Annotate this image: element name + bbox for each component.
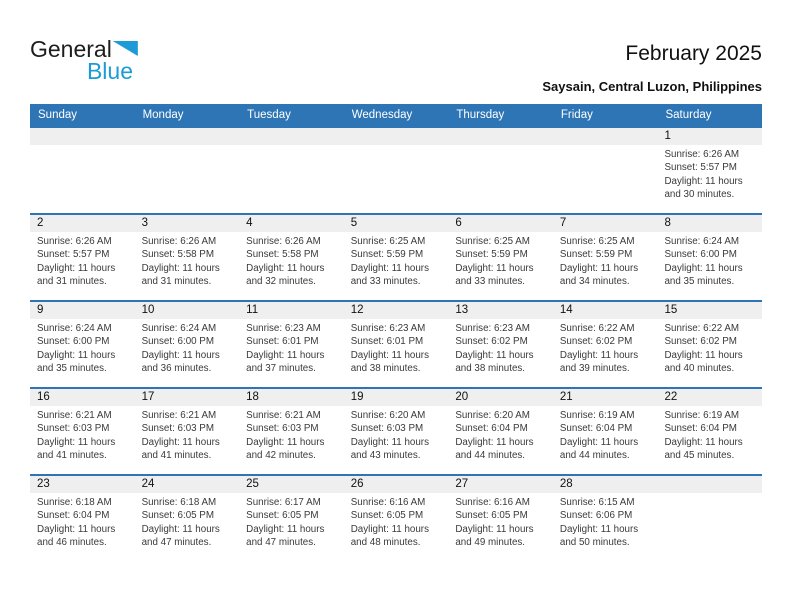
day-info [135, 406, 240, 463]
day-info-line: Daylight: 11 hours [246, 436, 325, 448]
day-info [553, 319, 658, 376]
day-number: 22 [657, 389, 762, 406]
day-cell-empty [30, 128, 135, 213]
day-info-line: and 33 minutes. [455, 276, 526, 288]
day-info-line: Sunrise: 6:18 AM [37, 497, 112, 508]
day-info-line: Sunrise: 6:16 AM [350, 497, 426, 508]
day-info-line: and 34 minutes. [559, 276, 630, 288]
day-info-line: and 35 minutes. [664, 276, 735, 288]
day-info-line: Sunrise: 6:23 AM [246, 323, 321, 334]
day-cell-19 [344, 389, 449, 474]
day-number: 6 [448, 215, 553, 232]
day-info-line: Sunset: 6:04 PM [559, 423, 633, 435]
day-info-line: Sunset: 6:03 PM [141, 423, 215, 435]
weekday-header-saturday: Saturday [665, 109, 712, 121]
calendar-weeks [30, 126, 762, 561]
day-info [239, 406, 344, 463]
day-cell-2 [30, 215, 135, 300]
day-info-line: Sunrise: 6:26 AM [141, 236, 217, 247]
day-info-line: Sunrise: 6:24 AM [141, 323, 217, 334]
week-row [30, 300, 762, 387]
day-cell-9 [30, 302, 135, 387]
day-cell-12 [344, 302, 449, 387]
day-info [448, 232, 553, 289]
day-number: 21 [553, 389, 658, 406]
day-number: 17 [135, 389, 240, 406]
day-info-line: Sunset: 5:58 PM [141, 249, 215, 261]
weekday-header-friday: Friday [560, 109, 593, 121]
day-info-line: and 41 minutes. [141, 450, 212, 462]
day-info-line: and 47 minutes. [141, 537, 212, 549]
day-info [448, 406, 553, 463]
day-number [239, 128, 344, 145]
day-info-line: Daylight: 11 hours [559, 523, 639, 535]
day-info-line: Daylight: 11 hours [455, 262, 534, 274]
day-info-line: Sunset: 6:03 PM [350, 423, 424, 435]
day-info-line: Daylight: 11 hours [455, 436, 534, 448]
day-number [135, 128, 240, 145]
day-info-line: Daylight: 11 hours [350, 523, 429, 535]
weekday-header-thursday: Thursday [456, 109, 505, 121]
day-info-line: Sunset: 5:57 PM [664, 162, 737, 174]
day-cell-17 [135, 389, 240, 474]
day-info-line: Sunrise: 6:23 AM [455, 323, 530, 334]
day-info [30, 232, 135, 289]
day-info-line: Sunrise: 6:15 AM [559, 497, 635, 508]
day-info-line: Sunset: 6:04 PM [455, 423, 528, 435]
day-info-line: Sunrise: 6:22 AM [664, 323, 740, 334]
day-info-line: Daylight: 11 hours [350, 349, 429, 361]
day-info-line: Daylight: 11 hours [141, 349, 220, 361]
day-info-line: and 40 minutes. [664, 363, 735, 375]
day-info-line: Sunrise: 6:21 AM [37, 410, 112, 421]
week-row [30, 213, 762, 300]
day-number: 9 [30, 302, 135, 319]
day-info-line: Sunset: 5:59 PM [350, 249, 424, 261]
day-info-line: and 46 minutes. [37, 537, 107, 549]
header-titles [542, 42, 762, 94]
day-info [553, 406, 658, 463]
day-number: 15 [657, 302, 762, 319]
day-cell-3 [135, 215, 240, 300]
day-info [657, 145, 762, 202]
day-info-line: Sunset: 6:03 PM [37, 423, 110, 435]
day-info-line: Sunrise: 6:25 AM [350, 236, 426, 247]
day-info-line: Daylight: 11 hours [246, 349, 325, 361]
day-info-line: Sunset: 5:58 PM [246, 249, 319, 261]
day-cell-26 [344, 476, 449, 561]
day-info [30, 406, 135, 463]
day-info-line: Daylight: 11 hours [141, 262, 220, 274]
day-info [344, 319, 449, 376]
day-info [448, 145, 553, 148]
day-cell-1 [657, 128, 762, 213]
day-cell-empty [448, 128, 553, 213]
day-info-line: Sunset: 5:59 PM [559, 249, 633, 261]
day-info-line: Sunrise: 6:25 AM [559, 236, 635, 247]
weekday-header-monday: Monday [142, 109, 184, 121]
day-info-line: Sunrise: 6:18 AM [141, 497, 217, 508]
day-cell-16 [30, 389, 135, 474]
day-info-line: and 31 minutes. [37, 276, 107, 288]
day-info-line: Sunrise: 6:25 AM [455, 236, 530, 247]
day-cell-18 [239, 389, 344, 474]
day-info-line: and 44 minutes. [455, 450, 526, 462]
day-info-line: and 49 minutes. [455, 537, 526, 549]
day-number: 10 [135, 302, 240, 319]
day-number: 3 [135, 215, 240, 232]
day-info [135, 145, 240, 148]
day-info-line: and 50 minutes. [559, 537, 630, 549]
day-info [239, 319, 344, 376]
day-info-line: Sunset: 6:00 PM [37, 336, 110, 348]
day-info-line: Daylight: 11 hours [37, 262, 116, 274]
day-info-line: and 39 minutes. [559, 363, 630, 375]
day-info [657, 493, 762, 496]
day-info [239, 232, 344, 289]
day-number [448, 128, 553, 145]
day-info-line: Sunset: 6:05 PM [246, 510, 319, 522]
day-info-line: Sunrise: 6:26 AM [37, 236, 112, 247]
day-info-line: Sunrise: 6:24 AM [37, 323, 112, 334]
day-info-line: Sunset: 6:04 PM [37, 510, 110, 522]
week-row [30, 126, 762, 213]
day-info-line: Sunset: 6:03 PM [246, 423, 319, 435]
day-info [553, 493, 658, 550]
day-number [30, 128, 135, 145]
calendar-table [30, 104, 762, 561]
day-info-line: Daylight: 11 hours [664, 349, 743, 361]
day-info-line: Sunrise: 6:21 AM [141, 410, 217, 421]
day-cell-11 [239, 302, 344, 387]
general-blue-logo [30, 38, 150, 82]
day-info-line: Daylight: 11 hours [664, 262, 743, 274]
day-cell-25 [239, 476, 344, 561]
day-info-line: Sunset: 6:04 PM [664, 423, 737, 435]
day-info [553, 232, 658, 289]
day-info [553, 145, 658, 148]
day-info-line: and 45 minutes. [664, 450, 735, 462]
day-cell-27 [448, 476, 553, 561]
day-info-line: Sunset: 5:59 PM [455, 249, 528, 261]
day-info-line: Sunset: 6:05 PM [350, 510, 424, 522]
logo-text-blue: Blue [86, 58, 133, 84]
day-number: 13 [448, 302, 553, 319]
day-info-line: Sunrise: 6:23 AM [350, 323, 426, 334]
day-number: 11 [239, 302, 344, 319]
weekday-header-tuesday: Tuesday [247, 109, 291, 121]
day-info-line: Daylight: 11 hours [37, 436, 116, 448]
day-info-line: Daylight: 11 hours [559, 262, 639, 274]
day-info-line: and 41 minutes. [37, 450, 107, 462]
day-info-line: Sunset: 6:00 PM [141, 336, 215, 348]
day-number: 28 [553, 476, 658, 493]
weekday-header-sunday: Sunday [38, 109, 78, 121]
day-info-line: Sunrise: 6:26 AM [664, 149, 740, 160]
day-cell-13 [448, 302, 553, 387]
day-info-line: Sunset: 6:00 PM [664, 249, 737, 261]
day-info [657, 319, 762, 376]
day-cell-empty [553, 128, 658, 213]
day-cell-23 [30, 476, 135, 561]
day-info [344, 406, 449, 463]
day-info [657, 406, 762, 463]
logo-text-general: General [30, 36, 112, 62]
day-cell-empty [135, 128, 240, 213]
day-info-line: Sunset: 6:02 PM [559, 336, 633, 348]
day-number: 26 [344, 476, 449, 493]
day-number: 27 [448, 476, 553, 493]
day-info [344, 232, 449, 289]
day-cell-empty [239, 128, 344, 213]
month-title: February 2025 [625, 42, 762, 65]
day-number: 23 [30, 476, 135, 493]
day-info-line: and 31 minutes. [141, 276, 212, 288]
day-info-line: Sunrise: 6:19 AM [664, 410, 740, 421]
day-info [30, 319, 135, 376]
day-info-line: Daylight: 11 hours [455, 349, 534, 361]
day-info-line: Sunrise: 6:21 AM [246, 410, 321, 421]
day-cell-22 [657, 389, 762, 474]
day-info-line: and 38 minutes. [455, 363, 526, 375]
day-number: 19 [344, 389, 449, 406]
day-info-line: Sunset: 6:02 PM [664, 336, 737, 348]
day-info [448, 493, 553, 550]
day-info-line: Daylight: 11 hours [664, 436, 743, 448]
day-cell-6 [448, 215, 553, 300]
weekday-header-wednesday: Wednesday [351, 109, 413, 121]
day-cell-empty [657, 476, 762, 561]
day-info-line: and 32 minutes. [246, 276, 316, 288]
day-info-line: Sunset: 6:02 PM [455, 336, 528, 348]
day-info-line: Daylight: 11 hours [664, 175, 743, 187]
day-info [344, 493, 449, 550]
day-info-line: Daylight: 11 hours [246, 262, 325, 274]
day-cell-21 [553, 389, 658, 474]
day-info-line: Sunset: 6:01 PM [350, 336, 424, 348]
day-number: 1 [657, 128, 762, 145]
day-info-line: and 30 minutes. [664, 189, 735, 201]
day-info-line: Sunset: 6:06 PM [559, 510, 633, 522]
day-number: 8 [657, 215, 762, 232]
day-cell-5 [344, 215, 449, 300]
day-info-line: Sunset: 6:05 PM [141, 510, 215, 522]
day-info [657, 232, 762, 289]
day-info-line: Sunset: 5:57 PM [37, 249, 110, 261]
day-info-line: Sunrise: 6:19 AM [559, 410, 635, 421]
day-number [553, 128, 658, 145]
day-info-line: Sunrise: 6:20 AM [350, 410, 426, 421]
day-info-line: and 36 minutes. [141, 363, 212, 375]
day-number [657, 476, 762, 493]
day-info [30, 493, 135, 550]
day-cell-24 [135, 476, 240, 561]
day-cell-15 [657, 302, 762, 387]
day-info-line: and 35 minutes. [37, 363, 107, 375]
day-number: 18 [239, 389, 344, 406]
day-info-line: Daylight: 11 hours [559, 436, 639, 448]
logo-triangle-icon [113, 41, 138, 56]
day-info-line: Daylight: 11 hours [141, 436, 220, 448]
day-info [135, 319, 240, 376]
day-info [448, 319, 553, 376]
day-number: 5 [344, 215, 449, 232]
day-info-line: Sunrise: 6:20 AM [455, 410, 530, 421]
day-info-line: Sunset: 6:01 PM [246, 336, 319, 348]
day-number: 24 [135, 476, 240, 493]
day-info [135, 493, 240, 550]
day-info-line: and 37 minutes. [246, 363, 316, 375]
day-info-line: Daylight: 11 hours [37, 523, 116, 535]
day-info-line: and 38 minutes. [350, 363, 421, 375]
day-info-line: Daylight: 11 hours [350, 436, 429, 448]
day-number: 2 [30, 215, 135, 232]
day-info-line: Daylight: 11 hours [37, 349, 116, 361]
day-info-line: Sunrise: 6:26 AM [246, 236, 321, 247]
day-info-line: and 33 minutes. [350, 276, 421, 288]
day-info [30, 145, 135, 148]
week-row [30, 387, 762, 474]
day-number: 4 [239, 215, 344, 232]
day-number: 25 [239, 476, 344, 493]
day-cell-8 [657, 215, 762, 300]
day-info [239, 145, 344, 148]
day-info-line: and 48 minutes. [350, 537, 421, 549]
day-info-line: Sunset: 6:05 PM [455, 510, 528, 522]
day-number: 14 [553, 302, 658, 319]
day-number: 20 [448, 389, 553, 406]
day-info-line: Daylight: 11 hours [559, 349, 639, 361]
day-info-line: Sunrise: 6:22 AM [559, 323, 635, 334]
day-info-line: Sunrise: 6:24 AM [664, 236, 740, 247]
day-info-line: Sunrise: 6:17 AM [246, 497, 321, 508]
day-info-line: Daylight: 11 hours [350, 262, 429, 274]
day-info-line: Daylight: 11 hours [141, 523, 220, 535]
day-cell-4 [239, 215, 344, 300]
location-subtitle: Saysain, Central Luzon, Philippines [542, 79, 762, 94]
day-cell-empty [344, 128, 449, 213]
day-cell-14 [553, 302, 658, 387]
day-number: 7 [553, 215, 658, 232]
day-info-line: and 43 minutes. [350, 450, 421, 462]
weekday-header-row [30, 104, 762, 126]
day-info-line: and 47 minutes. [246, 537, 316, 549]
day-number: 16 [30, 389, 135, 406]
day-cell-20 [448, 389, 553, 474]
day-cell-7 [553, 215, 658, 300]
day-info-line: and 42 minutes. [246, 450, 316, 462]
day-cell-28 [553, 476, 658, 561]
day-cell-10 [135, 302, 240, 387]
week-row [30, 474, 762, 561]
day-info [239, 493, 344, 550]
day-info-line: Sunrise: 6:16 AM [455, 497, 530, 508]
day-info [135, 232, 240, 289]
day-info [344, 145, 449, 148]
day-info-line: Daylight: 11 hours [455, 523, 534, 535]
day-info-line: Daylight: 11 hours [246, 523, 325, 535]
day-number [344, 128, 449, 145]
day-info-line: and 44 minutes. [559, 450, 630, 462]
day-number: 12 [344, 302, 449, 319]
